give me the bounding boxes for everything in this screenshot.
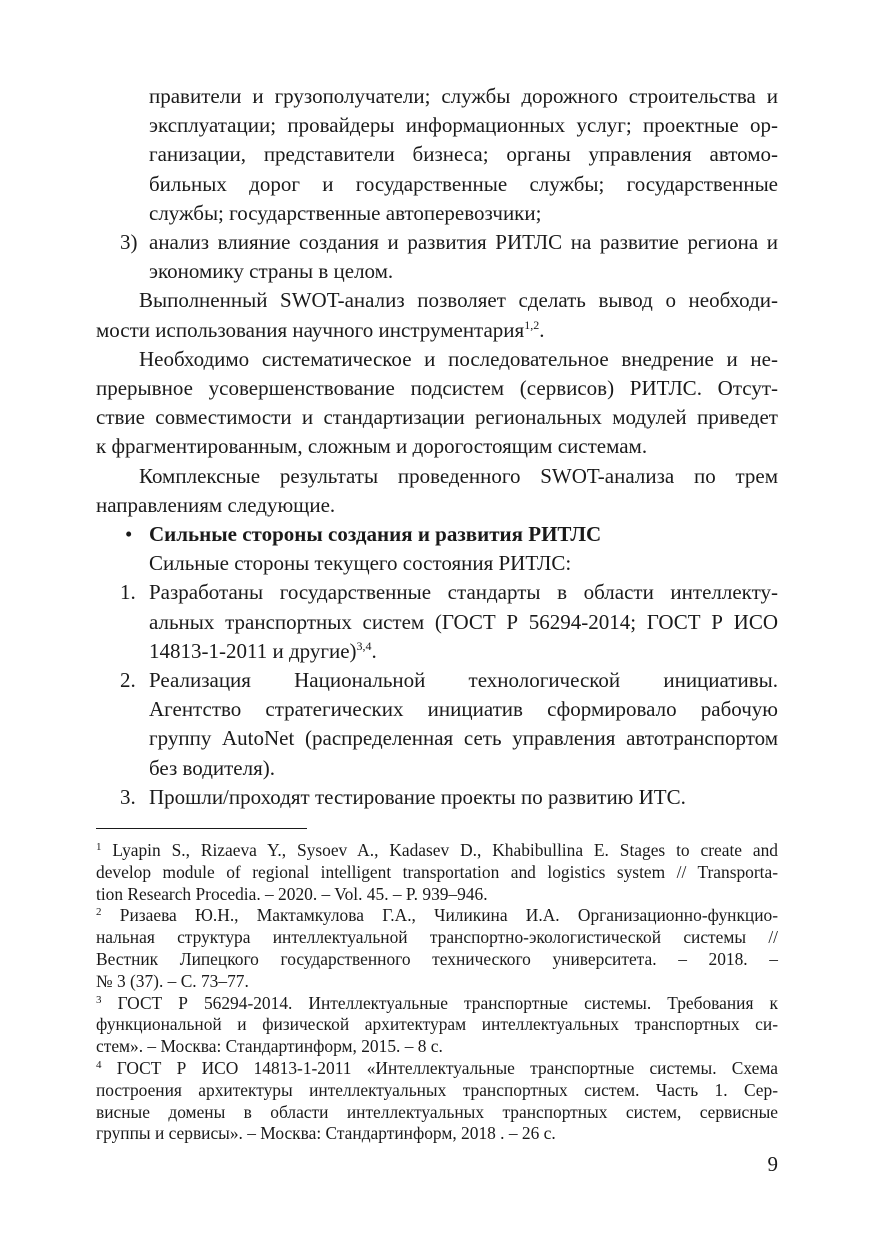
text-line: группы и сервисы». – Москва: Стандартинформ, 2018 . – 26 с. [96, 1123, 556, 1144]
main-text [96, 82, 778, 812]
text-line: Необходимо систематическое и последовательное внедрение и не- [139, 346, 778, 371]
footnote-4 [96, 1058, 778, 1145]
text-fragment: мости использования научного инструментария [96, 317, 525, 342]
page-number: 9 [767, 1152, 778, 1176]
paragraph-complex-results [96, 462, 778, 520]
list-item [96, 666, 778, 783]
text-line: без водителя). [149, 755, 275, 780]
bullet-heading [96, 520, 778, 549]
list-continuation [96, 82, 778, 228]
footnote-mark: 3 [96, 993, 102, 1006]
footnote-mark: 2 [96, 906, 102, 919]
text-line: анализ влияние создания и развития РИТЛС на развитие региона и [149, 230, 778, 255]
footnote-ref: 1,2 [524, 317, 540, 332]
text-line [96, 1058, 778, 1080]
footnote-mark: 1 [96, 841, 102, 853]
text-fragment: 14813-1-2011 и другие) [149, 638, 357, 663]
text-line: Выполненный SWOT-анализ позволяет сделать вывод о необходи- [139, 288, 778, 313]
footnote-1 [96, 840, 778, 905]
text-line: функциональной и физической архитектурам интеллектуальных транспортных си- [96, 1014, 778, 1035]
paragraph-swot-conclusion [96, 286, 778, 344]
text-fragment: ГОСТ Р 56294-2014. Интеллектуальные транспортные системы. Требования к [117, 992, 778, 1013]
footnote-2 [96, 905, 778, 992]
text-line: Разработаны государственные стандарты в области интеллекту- [149, 580, 778, 605]
list-number: 3) [120, 230, 138, 255]
paragraph-systematic [96, 345, 778, 462]
text-line: Вестник Липецкого государственного технического университета. – 2018. – [96, 948, 778, 969]
text-fragment: . [539, 317, 545, 342]
text-line: № 3 (37). – С. 73–77. [96, 970, 249, 991]
text-line: к фрагментированным, сложным и дорогостоящим системам. [96, 434, 648, 459]
text-line: ствие совместимости и стандартизации региональных модулей приведет [96, 405, 778, 430]
list-number: 3. [120, 784, 136, 809]
text-line: экономику страны в целом. [149, 259, 394, 284]
text-line: направлениям следующие. [96, 492, 336, 517]
text-fragment: . [371, 638, 377, 663]
text-line: стем». – Москва: Стандартинформ, 2015. – 8 с. [96, 1036, 443, 1057]
list-item [96, 578, 778, 666]
text-line: Прошли/проходят тестирование проекты по развитию ИТС. [149, 784, 686, 809]
bullet-icon: • [125, 522, 133, 547]
text-fragment: Ризаева Ю.Н., Мактамкулова Г.А., Чиликина И.А. Организационно-функцио- [119, 905, 778, 926]
text-line [149, 637, 778, 666]
text-line: альных транспортных систем (ГОСТ Р 56294-2014; ГОСТ Р ИСО [149, 609, 778, 634]
text-line: висные домены в области интеллектуальных транспортных систем, сервисные [96, 1101, 778, 1122]
text-line [96, 316, 778, 345]
subheading: Сильные стороны текущего состояния РИТЛС: [149, 551, 572, 576]
list-number: 1. [120, 580, 136, 605]
list-item [96, 783, 778, 812]
text-line [96, 905, 778, 927]
section-heading: Сильные стороны создания и развития РИТЛС [149, 522, 602, 547]
text-fragment: Lyapin S., Rizaeva Y., Sysoev A., Kadasev D., Khabibullina E. Stages to create and [112, 840, 779, 860]
footnote-divider [96, 828, 307, 829]
text-line: ганизации, представители бизнеса; органы управления автомо- [149, 142, 778, 167]
text-line: правители и грузополучатели; службы дорожного строительства и [149, 84, 778, 108]
text-line: прерывное усовершенствование подсистем (сервисов) РИТЛС. Отсут- [96, 376, 778, 401]
text-line: Комплексные результаты проведенного SWOT-анализа по трем [139, 463, 778, 488]
text-line [96, 840, 778, 862]
footnote-3 [96, 993, 778, 1058]
footnote-mark: 4 [96, 1058, 102, 1071]
text-line: develop module of regional intelligent transportation and logistics system // Transporta- [96, 861, 778, 882]
text-line: tion Research Procedia. – 2020. – Vol. 45. – P. 939–946. [96, 883, 488, 904]
text-line: Агентство стратегических инициатив сформировало рабочую [149, 697, 778, 722]
text-line: построения архитектуры интеллектуальных транспортных систем. Часть 1. Сер- [96, 1079, 778, 1100]
text-line: бильных дорог и государственные службы; государственные [149, 171, 778, 196]
list-item-3 [96, 228, 778, 286]
text-fragment: ГОСТ Р ИСО 14813-1-2011 «Интеллектуальные транспортные системы. Схема [116, 1057, 778, 1078]
text-line: эксплуатации; провайдеры информационных услуг; проектные ор- [149, 113, 778, 138]
text-line: службы; государственные автоперевозчики; [149, 200, 542, 225]
text-line [96, 993, 778, 1015]
text-line: группу AutoNet (распределенная сеть управления автотранспортом [149, 726, 778, 751]
footnote-ref: 3,4 [356, 638, 372, 653]
footnotes [96, 840, 778, 1145]
text-line: Реализация Национальной технологической инициативы. [149, 668, 778, 693]
list-number: 2. [120, 668, 136, 693]
text-line: нальная структура интеллектуальной транспортно-экологистической системы // [96, 927, 778, 948]
